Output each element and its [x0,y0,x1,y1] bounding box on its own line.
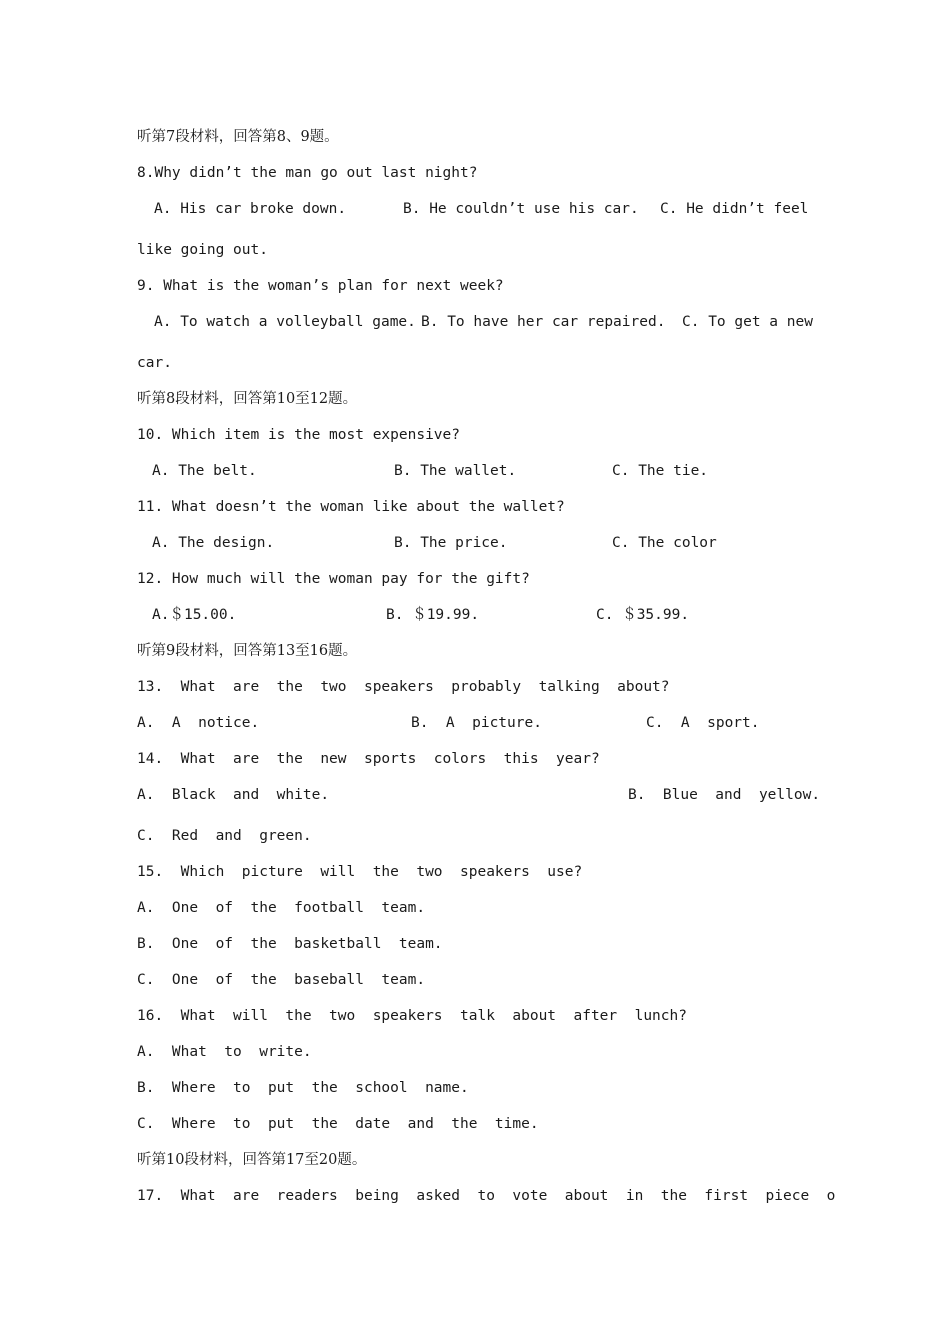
q15-option-a: A. One of the football team. [137,900,426,916]
question-17: 17. What are readers being asked to vote about in the first piece o [137,1188,836,1204]
q9-option-b: B. To have her car repaired. [421,314,666,330]
question-13: 13. What are the two speakers probably talking about? [137,679,670,695]
q8-option-c: C. He didn’t feel [660,201,809,217]
q11-option-c: C. The color [612,535,717,551]
q13-option-a: A. A notice. [137,715,260,731]
q13-option-b: B. A picture. [411,715,542,731]
q10-option-c: C. The tie. [612,463,709,479]
q11-option-a: A. The design. [152,535,275,551]
q10-option-b: B. The wallet. [394,463,517,479]
section-7-header: 听第7段材料，回答第8、9题。 [137,129,339,145]
q16-option-c: C. Where to put the date and the time. [137,1116,539,1132]
q12-option-b: B. ＄19.99. [386,607,480,623]
q8-option-a: A. His car broke down. [154,201,347,217]
section-8-header: 听第8段材料，回答第10至12题。 [137,391,358,407]
q16-option-b: B. Where to put the school name. [137,1080,469,1096]
question-14: 14. What are the new sports colors this year? [137,751,600,767]
question-10: 10. Which item is the most expensive? [137,427,461,443]
q14-option-a: A. Black and white. [137,787,330,803]
q12-option-a: A.＄15.00. [152,607,237,623]
q13-option-c: C. A sport. [646,715,760,731]
question-12: 12. How much will the woman pay for the gift? [137,571,530,587]
section-9-header: 听第9段材料，回答第13至16题。 [137,643,358,659]
q9-option-a: A. To watch a volleyball game. [154,314,416,330]
q8-option-b: B. He couldn’t use his car. [403,201,639,217]
question-11: 11. What doesn’t the woman like about the wallet? [137,499,565,515]
question-9: 9. What is the woman’s plan for next week? [137,278,504,294]
q14-option-b: B. Blue and yellow. [628,787,821,803]
question-16: 16. What will the two speakers talk about after lunch? [137,1008,687,1024]
q15-option-c: C. One of the baseball team. [137,972,426,988]
section-10-header: 听第10段材料，回答第17至20题。 [137,1152,367,1168]
q8-option-c-continued: like going out. [137,242,268,258]
q10-option-a: A. The belt. [152,463,257,479]
q9-option-c-continued: car. [137,355,172,371]
question-8: 8.Why didn’t the man go out last night? [137,165,478,181]
q11-option-b: B. The price. [394,535,508,551]
q9-option-c: C. To get a new [682,314,813,330]
q15-option-b: B. One of the basketball team. [137,936,443,952]
q16-option-a: A. What to write. [137,1044,312,1060]
q12-option-c: C. ＄35.99. [596,607,690,623]
question-15: 15. Which picture will the two speakers use? [137,864,583,880]
q14-option-c: C. Red and green. [137,828,312,844]
